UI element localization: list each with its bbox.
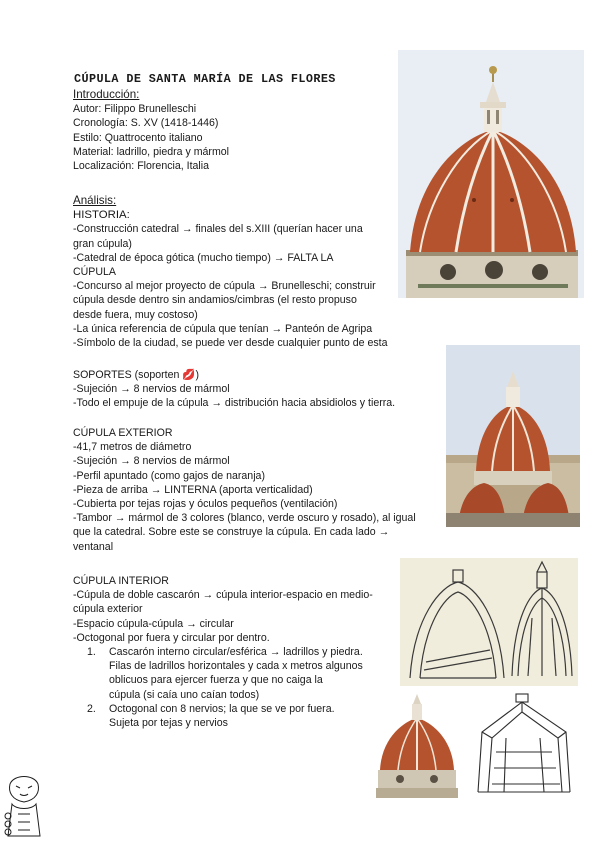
intro-line: Autor: Filippo Brunelleschi [73, 103, 197, 116]
list-item [73, 645, 393, 702]
list-item-number: 2. [87, 702, 96, 715]
list-item-line: cúpula (si caía uno caían todos) [109, 688, 260, 701]
historia-line: -Concurso al mejor proyecto de cúpula → Brunelleschi; construir [73, 280, 376, 293]
soportes-heading: SOPORTES (soporten 💋) [73, 369, 200, 381]
exterior-line: ventanal [73, 540, 114, 553]
soportes-section [73, 368, 433, 411]
exterior-section [73, 426, 433, 554]
interior-section [73, 574, 393, 730]
exterior-heading: CÚPULA EXTERIOR [73, 427, 173, 439]
exterior-line: -Perfil apuntado (como gajos de naranja) [73, 469, 265, 482]
interior-heading: CÚPULA INTERIOR [73, 575, 169, 587]
interior-list [73, 645, 393, 730]
intro-line: Cronología: S. XV (1418-1446) [73, 117, 219, 130]
soportes-line: -Sujeción → 8 nervios de mármol [73, 383, 230, 396]
exterior-line: -Sujeción → 8 nervios de mármol [73, 455, 230, 468]
soportes-line: -Todo el empuje de la cúpula → distribución hacia absidiolos y tierra. [73, 397, 396, 410]
exterior-line: -Tambor → mármol de 3 colores (blanco, verde oscuro y rosado), al igual [73, 512, 416, 525]
exterior-line: -Pieza de arriba → LINTERNA (aporta verticalidad) [73, 483, 313, 496]
list-item-line: Filas de ladrillos horizontales y cada x metros algunos [109, 660, 363, 673]
analisis-heading: Análisis: [73, 194, 117, 207]
list-item [73, 702, 393, 730]
intro-line: Estilo: Quattrocento italiano [73, 131, 203, 144]
list-item-line: oblicuos para ejercer fuerza y que no caiga la [109, 674, 323, 687]
historia-line: -Construcción catedral → finales del s.XIII (querían hacer una [73, 223, 363, 236]
interior-line: cúpula exterior [73, 603, 143, 616]
list-item-line: Cascarón interno circular/esférica → ladrillos y piedra. [109, 646, 363, 659]
exterior-line: que la catedral. Sobre este se construye la cúpula. En cada lado → [73, 526, 390, 539]
dome-photo-small [372, 690, 462, 802]
cathedral-photo [446, 345, 580, 527]
doodle-image [2, 770, 46, 840]
intro-line: Material: ladrillo, piedra y mármol [73, 145, 230, 158]
page-title: CÚPULA DE SANTA MARÍA DE LAS FLORES [74, 72, 336, 86]
interior-line: -Octogonal por fuera y circular por dentro. [73, 631, 270, 644]
intro-heading: Introducción: [73, 88, 140, 101]
list-item-line: Octogonal con 8 nervios; la que se ve por fuera. [109, 702, 335, 715]
historia-line: gran cúpula) [73, 237, 132, 250]
intro-section [73, 88, 403, 173]
intro-line: Localización: Florencia, Italia [73, 160, 210, 173]
dome-sketch-structure [466, 692, 580, 800]
historia-line: -La única referencia de cúpula que tenían → Panteón de Agripa [73, 322, 373, 335]
analisis-section [73, 194, 403, 350]
interior-line: -Espacio cúpula-cúpula → circular [73, 617, 234, 630]
list-item-line: Sujeta por tejas y nervios [109, 717, 228, 730]
historia-line: -Símbolo de la ciudad, se puede ver desde cualquier punto de esta [73, 337, 388, 350]
historia-line: CÚPULA [73, 266, 116, 279]
historia-heading: HISTORIA: [73, 209, 130, 222]
historia-line: -Catedral de época gótica (mucho tiempo) → FALTA LA [73, 251, 334, 264]
list-item-number: 1. [87, 646, 96, 659]
exterior-line: -41,7 metros de diámetro [73, 441, 192, 454]
interior-line: -Cúpula de doble cascarón → cúpula interior-espacio en medio- [73, 589, 373, 602]
historia-line: desde fuera, muy costoso) [73, 308, 198, 321]
exterior-line: -Cubierta por tejas rojas y óculos pequeños (ventilación) [73, 498, 338, 511]
historia-line: cúpula desde dentro sin andamios/cimbras (el resto propuso [73, 294, 357, 307]
dome-photo-main [398, 50, 584, 298]
dome-sketch-section [400, 558, 578, 686]
